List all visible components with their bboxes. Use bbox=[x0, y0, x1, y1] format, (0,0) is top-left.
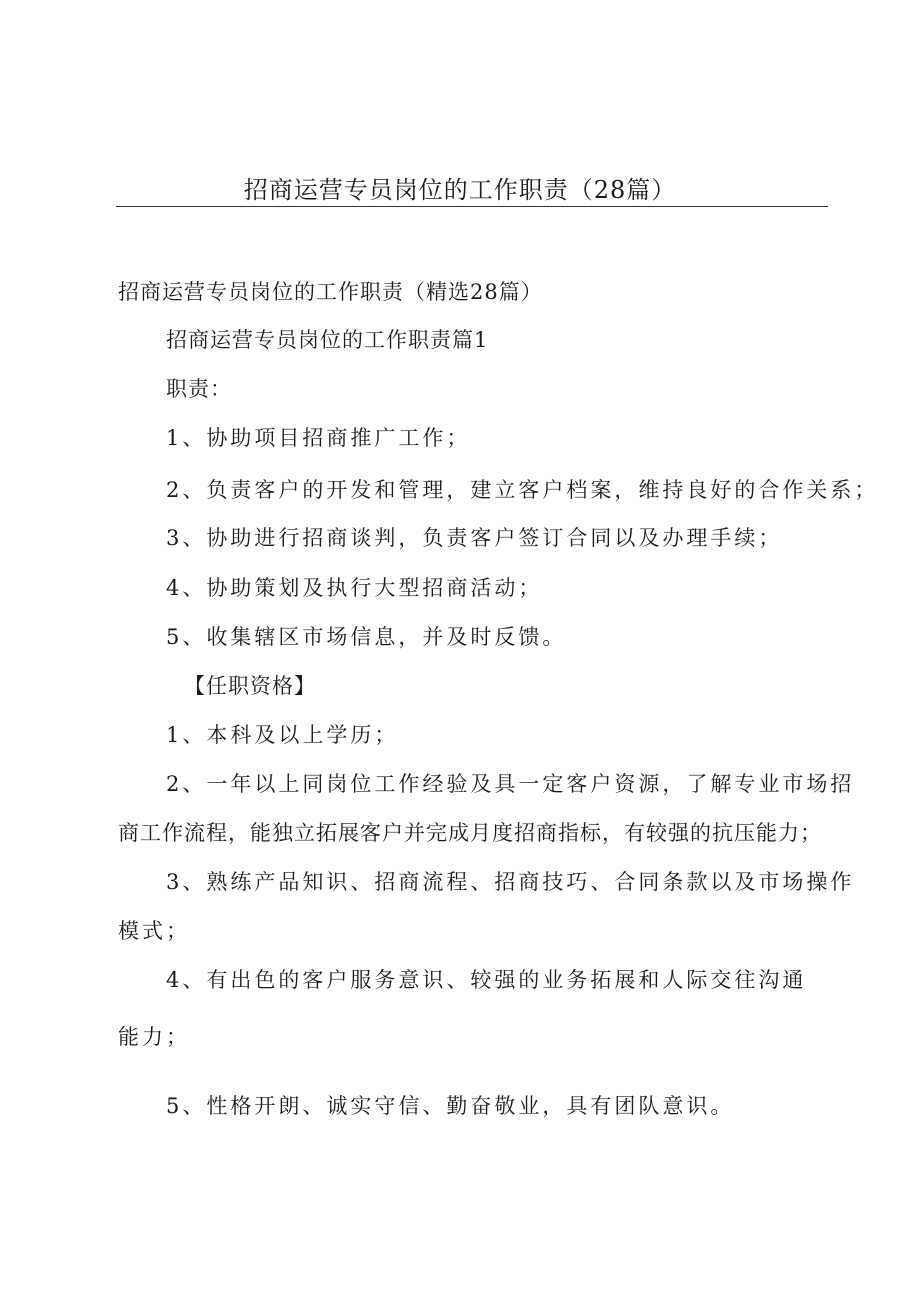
qualification-item: 5、性格开朗、诚实守信、勤奋敬业，具有团队意识。 bbox=[166, 1094, 735, 1118]
duty-item: 1、协助项目招商推广工作； bbox=[166, 426, 471, 450]
qualification-item: 3、熟练产品知识、招商流程、招商技巧、合同条款以及市场操作 bbox=[166, 870, 855, 894]
duty-item: 4、协助策划及执行大型招商活动； bbox=[166, 576, 543, 600]
title-underline bbox=[116, 206, 828, 207]
qualification-item-continued: 模式； bbox=[118, 919, 190, 943]
section-heading: 招商运营专员岗位的工作职责篇1 bbox=[166, 328, 489, 352]
qualification-item: 2、一年以上同岗位工作经验及具一定客户资源，了解专业市场招 bbox=[166, 772, 855, 796]
qualification-item: 4、有出色的客户服务意识、较强的业务拓展和人际交往沟通 bbox=[166, 968, 807, 992]
qualifications-heading: 【任职资格】 bbox=[184, 674, 316, 698]
duty-item: 5、收集辖区市场信息，并及时反馈。 bbox=[166, 625, 567, 649]
subtitle-line: 招商运营专员岗位的工作职责（精选28篇） bbox=[118, 280, 543, 304]
qualification-item-continued: 商工作流程，能独立拓展客户并完成月度招商指标，有较强的抗压能力； bbox=[118, 821, 822, 845]
qualification-item: 1、本科及以上学历； bbox=[166, 723, 399, 747]
duties-label: 职责： bbox=[166, 377, 232, 401]
duty-item: 3、协助进行招商谈判，负责客户签订合同以及办理手续； bbox=[166, 526, 783, 550]
duty-item: 2、负责客户的开发和管理，建立客户档案，维持良好的合作关系； bbox=[166, 478, 879, 502]
document-title: 招商运营专员岗位的工作职责（28篇） bbox=[243, 176, 677, 204]
qualification-item-continued: 能力； bbox=[118, 1025, 190, 1049]
